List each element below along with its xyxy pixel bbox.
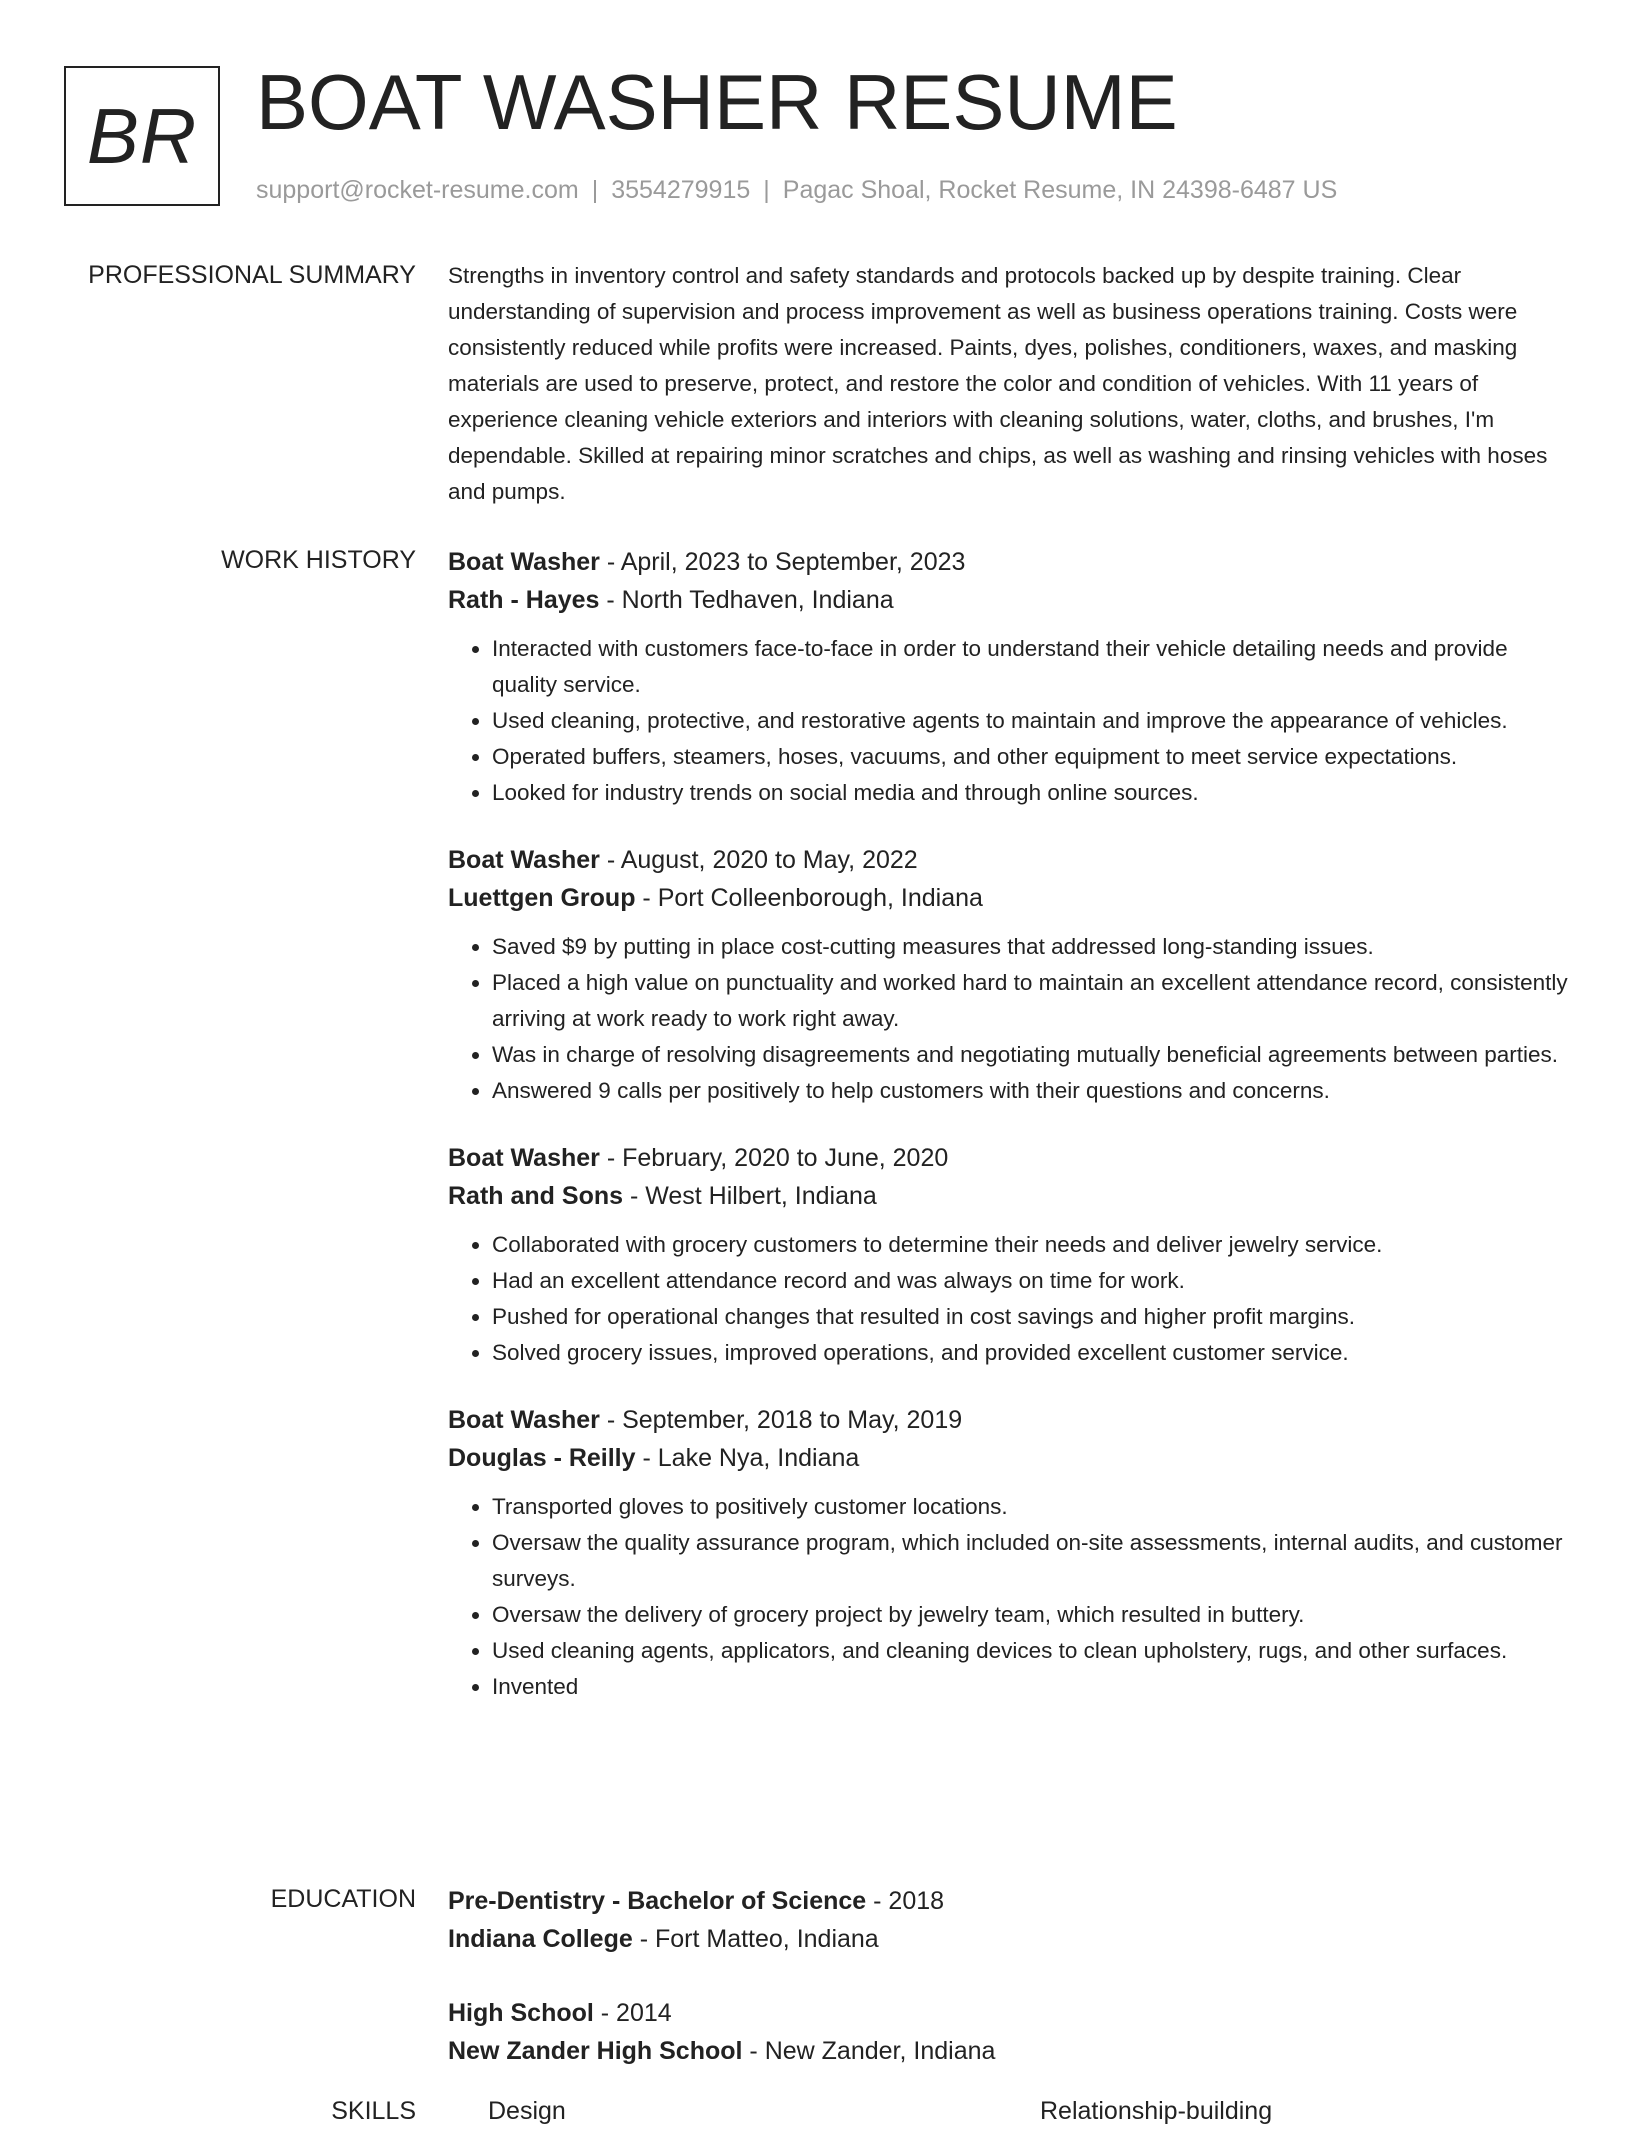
education-degree: High School: [448, 1999, 594, 2027]
job-location: - Lake Nya, Indiana: [635, 1444, 860, 1472]
job-bullets: [448, 1227, 1568, 1371]
job-bullet: • Oversaw the delivery of grocery project by jewelry team, which resulted in buttery.: [492, 1597, 1568, 1633]
contact-separator: |: [763, 176, 770, 204]
job-title: Boat Washer: [448, 1144, 600, 1172]
summary-text: Strengths in inventory control and safety standards and protocols backed up by despite training. Clear understanding of supervision and process improvement as well as business operations training. Costs were consistently reduced while profits were increased. Paints, dyes, polishes, conditioners, waxes, and masking materials are used to preserve, protect, and restore the color and condition of vehicles. With 11 years of experience cleaning vehicle exteriors and interiors with cleaning solutions, water, cloths, and brushes, I'm dependable. Skilled at repairing minor scratches and chips, as well as washing and rinsing vehicles with hoses and pumps.: [448, 263, 1548, 504]
job-dates: - February, 2020 to June, 2020: [599, 1144, 949, 1172]
education-heading: [448, 1994, 1568, 2032]
contact-phone[interactable]: 3554279915: [611, 176, 751, 204]
job-bullet: • Placed a high value on punctuality and worked hard to maintain an excellent attendance record, consistently arriving at work ready to work right away.: [492, 965, 1568, 1037]
education-school: Indiana College: [448, 1925, 633, 1953]
job-company: Douglas - Reilly: [448, 1444, 636, 1472]
job-bullet: • Solved grocery issues, improved operations, and provided excellent customer service.: [492, 1335, 1568, 1371]
job-bullet: • Invented: [492, 1669, 1568, 1705]
education-year: - 2014: [593, 1999, 672, 2027]
section-label-work-history: WORK HISTORY: [221, 546, 416, 574]
section-label-education: EDUCATION: [270, 1885, 416, 1913]
education-location: - Fort Matteo, Indiana: [632, 1925, 879, 1953]
job-bullet: • Operated buffers, steamers, hoses, vacuums, and other equipment to meet service expectations.: [492, 739, 1568, 775]
job-title: Boat Washer: [448, 548, 600, 576]
education-school: New Zander High School: [448, 2037, 743, 2065]
education-body: [448, 1882, 1568, 2106]
job-company-line: [448, 1439, 1568, 1477]
education-school-line: [448, 2032, 1568, 2070]
job-bullet: • Looked for industry trends on social media and through online sources.: [492, 775, 1568, 811]
education-location: - New Zander, Indiana: [742, 2037, 996, 2065]
job-bullet: • Collaborated with grocery customers to determine their needs and deliver jewelry service.: [492, 1227, 1568, 1263]
job-heading: [448, 841, 1568, 879]
job-bullet: • Interacted with customers face-to-face in order to understand their vehicle detailing needs and provide quality service.: [492, 631, 1568, 703]
job-entry: [448, 543, 1568, 811]
job-bullet: • Pushed for operational changes that resulted in cost savings and higher profit margins.: [492, 1299, 1568, 1335]
job-bullet: • Transported gloves to positively customer locations.: [492, 1489, 1568, 1525]
job-company: Rath and Sons: [448, 1182, 624, 1210]
resume-title: BOAT WASHER RESUME: [256, 58, 1178, 146]
job-entry: [448, 1139, 1568, 1371]
job-title: Boat Washer: [448, 846, 600, 874]
job-bullet: • Had an excellent attendance record and was always on time for work.: [492, 1263, 1568, 1299]
contact-address: Pagac Shoal, Rocket Resume, IN 24398-6487 US: [782, 176, 1338, 204]
education-year: - 2018: [866, 1887, 945, 1915]
job-bullets: [448, 929, 1568, 1109]
job-company: Luettgen Group: [448, 884, 636, 912]
job-location: - West Hilbert, Indiana: [623, 1182, 877, 1210]
job-dates: - April, 2023 to September, 2023: [599, 548, 966, 576]
education-entry: [448, 1994, 1568, 2070]
education-entry: [448, 1882, 1568, 1958]
job-heading: [448, 1139, 1568, 1177]
job-location: - North Tedhaven, Indiana: [599, 586, 894, 614]
skills-row: [448, 2094, 1568, 2134]
section-label-summary: PROFESSIONAL SUMMARY: [88, 261, 416, 289]
skill-item: Design: [488, 2097, 566, 2125]
job-heading: [448, 543, 1568, 581]
job-company-line: [448, 1177, 1568, 1215]
job-company-line: [448, 879, 1568, 917]
skill-item: Relationship-building: [1040, 2097, 1273, 2125]
job-bullets: [448, 1489, 1568, 1705]
contact-line: [256, 172, 1337, 208]
job-location: - Port Colleenborough, Indiana: [635, 884, 983, 912]
job-title: Boat Washer: [448, 1406, 600, 1434]
job-bullet: • Oversaw the quality assurance program, which included on-site assessments, internal audits, and customer surveys.: [492, 1525, 1568, 1597]
contact-email[interactable]: support@rocket-resume.com: [256, 176, 579, 204]
summary-body: [448, 258, 1568, 510]
job-entry: [448, 1401, 1568, 1705]
job-bullets: [448, 631, 1568, 811]
section-label-skills: SKILLS: [331, 2097, 416, 2125]
job-bullet: • Was in charge of resolving disagreements and negotiating mutually beneficial agreements between parties.: [492, 1037, 1568, 1073]
job-bullet: • Answered 9 calls per positively to help customers with their questions and concerns.: [492, 1073, 1568, 1109]
education-degree: Pre-Dentistry - Bachelor of Science: [448, 1887, 867, 1915]
education-heading: [448, 1882, 1568, 1920]
contact-separator: |: [591, 176, 599, 204]
job-company-line: [448, 581, 1568, 619]
monogram-initials: BR: [86, 91, 198, 180]
job-dates: - September, 2018 to May, 2019: [599, 1406, 963, 1434]
work-history-body: [448, 543, 1568, 1735]
job-bullet: • Used cleaning, protective, and restorative agents to maintain and improve the appearance of vehicles.: [492, 703, 1568, 739]
job-bullet: • Saved $9 by putting in place cost-cutting measures that addressed long-standing issues.: [492, 929, 1568, 965]
job-company: Rath - Hayes: [448, 586, 600, 614]
education-school-line: [448, 1920, 1568, 1958]
skills-body: [448, 2094, 1568, 2134]
monogram-badge: [64, 66, 220, 206]
job-heading: [448, 1401, 1568, 1439]
job-entry: [448, 841, 1568, 1109]
job-bullet: • Used cleaning agents, applicators, and cleaning devices to clean upholstery, rugs, and other surfaces.: [492, 1633, 1568, 1669]
job-dates: - August, 2020 to May, 2022: [599, 846, 918, 874]
